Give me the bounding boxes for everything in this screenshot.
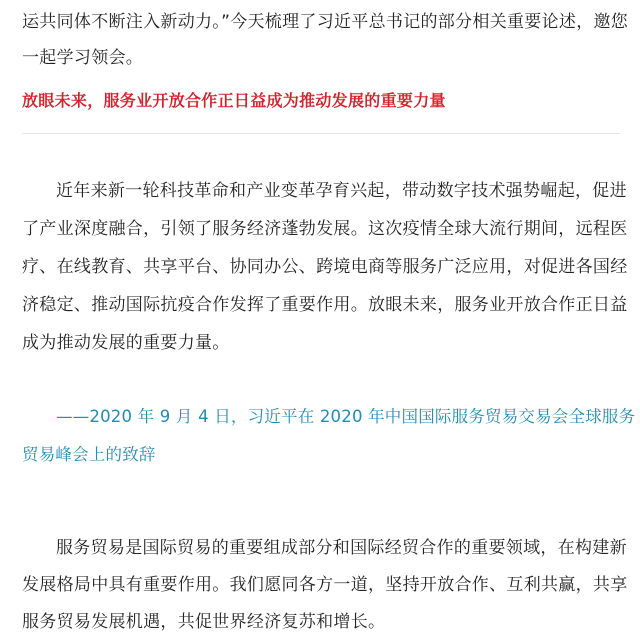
heading-divider bbox=[22, 133, 620, 134]
quote-line: 成为推动发展的重要力量。 bbox=[22, 333, 230, 353]
trade-paragraph bbox=[22, 530, 628, 640]
trade-line: 服务贸易发展机遇，共促世界经济复苏和增长。 bbox=[22, 612, 386, 632]
quote-line: 疗、在线教育、共享平台、协同办公、跨境电商等服务广泛应用，对促进各国经 bbox=[22, 257, 628, 277]
quote-body-paragraph bbox=[22, 172, 628, 362]
intro-line: 运共同体不断注入新动力。”今天梳理了习近平总书记的部分相关重要论述，邀您 bbox=[22, 12, 629, 32]
section-heading: 放眼未来，服务业开放合作正日益成为推动发展的重要力量 bbox=[22, 91, 446, 110]
quote-line: 济稳定、推动国际抗疫合作发挥了重要作用。放眼未来，服务业开放合作正日益 bbox=[22, 295, 628, 315]
quote-source-line: ——2020 年 9 月 4 日，习近平在 2020 年中国国际服务贸易交易会全球服务 bbox=[56, 407, 636, 426]
quote-source-line: 贸易峰会上的致辞 bbox=[22, 445, 156, 464]
quote-source bbox=[22, 398, 636, 474]
intro-line: 一起学习领会。 bbox=[22, 48, 144, 68]
trade-line: 发展格局中具有重要作用。我们愿同各方一道，坚持开放合作、互利共赢，共享 bbox=[22, 575, 628, 595]
trade-line: 服务贸易是国际贸易的重要组成部分和国际经贸合作的重要领域，在构建新 bbox=[56, 538, 627, 558]
intro-paragraph bbox=[22, 4, 629, 76]
quote-line: 了产业深度融合，引领了服务经济蓬勃发展。这次疫情全球大流行期间，远程医 bbox=[22, 219, 628, 239]
quote-line: 近年来新一轮科技革命和产业变革孕育兴起，带动数字技术强势崛起，促进 bbox=[56, 181, 627, 201]
